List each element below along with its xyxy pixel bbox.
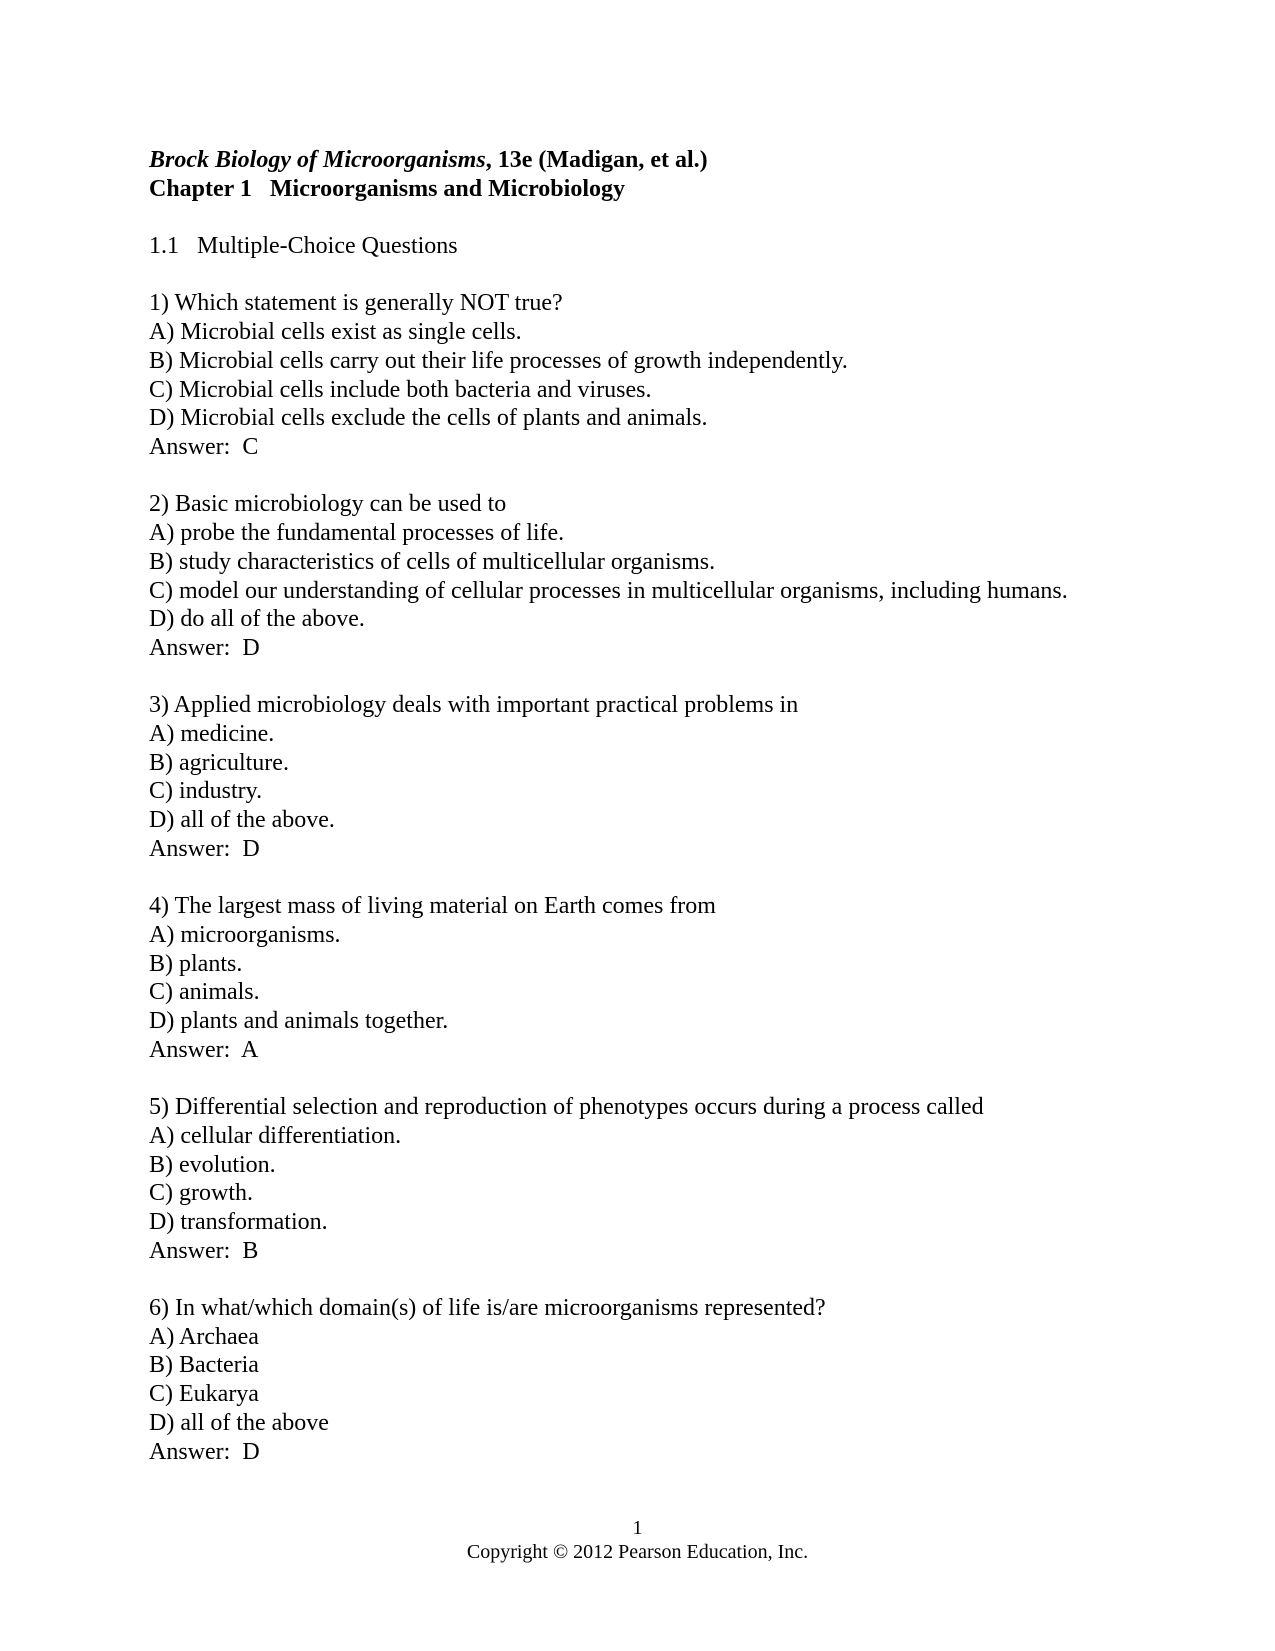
option-c: C) Microbial cells include both bacteria and viruses. xyxy=(149,376,652,403)
option-a: A) Archaea xyxy=(149,1323,259,1350)
book-heading xyxy=(149,146,1209,175)
option-d: D) all of the above. xyxy=(149,807,335,834)
section-title: 1.1 Multiple-Choice Questions xyxy=(149,233,458,260)
book-title: Brock Biology of Microorganisms xyxy=(149,147,486,173)
question-stem: 5) Differential selection and reproduction of phenotypes occurs during a process called xyxy=(149,1094,984,1121)
answer: Answer: D xyxy=(149,1438,260,1465)
question-stem: 6) In what/which domain(s) of life is/are microorganisms represented? xyxy=(149,1295,826,1322)
option-d: D) do all of the above. xyxy=(149,606,365,633)
option-d: D) Microbial cells exclude the cells of plants and animals. xyxy=(149,405,708,432)
question-4 xyxy=(149,892,1209,1064)
question-stem: 3) Applied microbiology deals with important practical problems in xyxy=(149,692,799,719)
question-6 xyxy=(149,1294,1209,1466)
option-b: B) evolution. xyxy=(149,1151,276,1178)
option-a: A) probe the fundamental processes of life. xyxy=(149,520,565,547)
option-c: C) Eukarya xyxy=(149,1381,259,1408)
question-5 xyxy=(149,1093,1209,1265)
option-b: B) Bacteria xyxy=(149,1352,259,1379)
option-c: C) industry. xyxy=(149,778,263,805)
option-d: D) all of the above xyxy=(149,1409,329,1436)
answer: Answer: B xyxy=(149,1237,259,1264)
answer: Answer: D xyxy=(149,634,260,661)
chapter-heading: Chapter 1 Microorganisms and Microbiology xyxy=(149,175,625,202)
answer: Answer: C xyxy=(149,434,259,460)
option-c: C) model our understanding of cellular processes in multicellular organisms, including humans. xyxy=(149,577,1068,604)
option-a: A) Microbial cells exist as single cells. xyxy=(149,319,522,346)
answer: Answer: A xyxy=(149,1036,259,1063)
option-d: D) transformation. xyxy=(149,1208,328,1235)
question-1 xyxy=(149,289,1209,461)
option-a: A) medicine. xyxy=(149,721,275,747)
option-b: B) plants. xyxy=(149,950,243,977)
question-3 xyxy=(149,691,1209,863)
option-b: B) agriculture. xyxy=(149,749,289,776)
question-stem: 4) The largest mass of living material on Earth comes from xyxy=(149,893,716,920)
option-c: C) animals. xyxy=(149,979,260,1006)
option-b: B) study characteristics of cells of multicellular organisms. xyxy=(149,548,716,575)
question-stem: 2) Basic microbiology can be used to xyxy=(149,491,507,518)
answer: Answer: D xyxy=(149,835,260,862)
book-edition-authors: , 13e (Madigan, et al.) xyxy=(485,147,708,173)
question-stem: 1) Which statement is generally NOT true? xyxy=(149,290,563,317)
option-a: A) microorganisms. xyxy=(149,921,341,948)
option-d: D) plants and animals together. xyxy=(149,1008,449,1035)
question-2 xyxy=(149,490,1209,662)
page-number: 1 xyxy=(632,1517,643,1539)
option-a: A) cellular differentiation. xyxy=(149,1122,402,1149)
option-b: B) Microbial cells carry out their life processes of growth independently. xyxy=(149,347,848,374)
copyright-notice: Copyright © 2012 Pearson Education, Inc. xyxy=(466,1541,809,1563)
document-page xyxy=(149,146,1209,1466)
option-c: C) growth. xyxy=(149,1180,253,1207)
